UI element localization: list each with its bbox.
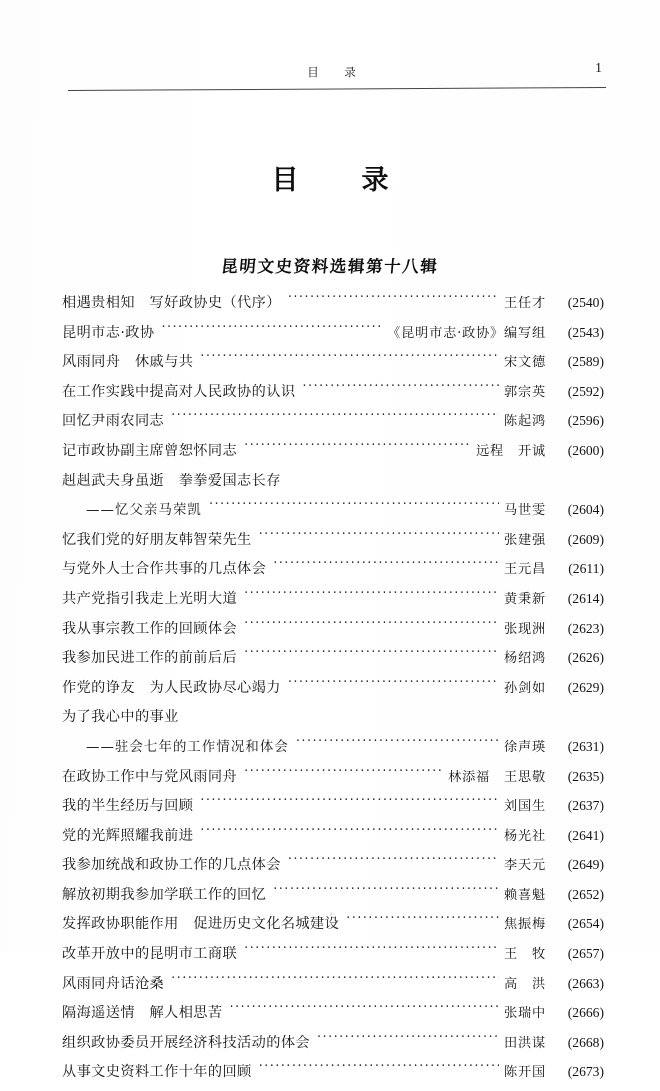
toc-leader-dots [244, 618, 499, 632]
toc-leader-dots [259, 1062, 499, 1076]
toc-leader-dots [288, 678, 499, 692]
toc-entry-page: (2611) [568, 561, 604, 577]
toc-entry[interactable] [62, 322, 604, 352]
toc-entry[interactable] [62, 529, 604, 559]
toc-entry-page: (2626) [567, 650, 604, 666]
toc-entry-title: 赳赳武夫身虽逝 拳拳爱国志长存 [62, 472, 281, 489]
toc-entry-title: 党的光辉照耀我前进 [62, 827, 194, 844]
toc-entry-page: (2663) [567, 975, 604, 991]
toc-entry-page: (2629) [567, 679, 604, 695]
toc-entry[interactable] [62, 647, 604, 677]
toc-entry-page: (2641) [567, 827, 604, 843]
toc-leader-dots [244, 766, 443, 780]
toc-entry-author: 徐声瑛 [504, 739, 546, 755]
toc-leader-dots [288, 293, 499, 307]
toc-entry-author: 张建强 [504, 532, 546, 548]
toc-entry-author: 高 洪 [504, 976, 546, 992]
toc-entry-author: 王元昌 [504, 562, 546, 578]
toc-entry-author: 李天元 [504, 858, 546, 874]
header-rule [68, 87, 606, 91]
scan-artifact [330, 912, 333, 916]
toc-entry-title: 风雨同舟话沧桑 [62, 975, 165, 992]
toc-entry-page: (2604) [567, 502, 604, 518]
toc-entry-page: (2635) [567, 768, 604, 784]
section-heading: 昆明文史资料选辑第十八辑 [220, 257, 440, 276]
toc-entry[interactable] [62, 795, 604, 825]
toc-entry-author: 张瑞中 [504, 1006, 546, 1022]
toc-entry-author: 马世雯 [504, 503, 546, 519]
toc-leader-dots [171, 411, 499, 425]
toc-entry-page: (2649) [567, 857, 604, 873]
toc-entry-author: 林添福 王思敬 [448, 769, 546, 785]
toc-entry-title: 回忆尹雨农同志 [62, 413, 165, 430]
toc-entry[interactable] [62, 1032, 604, 1062]
toc-entry[interactable] [62, 292, 604, 322]
toc-entry[interactable] [62, 913, 604, 943]
toc-leader-dots [288, 855, 499, 869]
running-head-title: 目 录 [307, 65, 363, 79]
toc-entry-author: 田洪谋 [504, 1035, 546, 1051]
toc-entry[interactable] [62, 1002, 604, 1032]
toc-entry-page: (2623) [567, 620, 604, 636]
toc-leader-dots [244, 648, 499, 662]
toc-entry[interactable] [62, 706, 604, 736]
toc-entry[interactable] [62, 854, 604, 884]
toc-leader-dots [209, 500, 499, 514]
toc-entry[interactable] [62, 736, 604, 766]
toc-entry-title: 风雨同舟 休戚与共 [62, 354, 194, 371]
toc-entry-author: 杨绍鸿 [504, 651, 546, 667]
toc-leader-dots [200, 796, 499, 810]
toc-entry-title: 解放初期我参加学联工作的回忆 [62, 886, 267, 903]
toc-entry-author: 焦振梅 [504, 917, 546, 933]
toc-entry-page: (2668) [567, 1034, 604, 1050]
toc-leader-dots [317, 1033, 499, 1047]
toc-entry-title: 隔海遥送情 解人相思苦 [62, 1005, 223, 1022]
toc-entry-title: 记市政协副主席曾恕怀同志 [62, 442, 238, 459]
toc-entry-author: 《昆明市志·政协》编写组 [387, 325, 546, 341]
toc-entry-title: 从事文史资料工作十年的回顾 [62, 1064, 252, 1081]
toc-entry-page: (2657) [567, 946, 604, 962]
toc-entry-author: 孙剑如 [504, 680, 546, 696]
toc-entry-page: (2637) [567, 798, 604, 814]
toc-entry-page: (2614) [567, 590, 604, 606]
toc-entry-page: (2609) [567, 531, 604, 547]
toc-entry-title: 与党外人士合作共事的几点体会 [62, 561, 267, 578]
toc-entry[interactable] [62, 884, 604, 914]
toc-entry-author: 郭宗英 [504, 384, 546, 400]
toc-leader-dots [244, 441, 471, 455]
toc-entry-page: (2673) [567, 1064, 604, 1080]
toc-entry[interactable] [62, 618, 604, 648]
toc-entry[interactable] [62, 677, 604, 707]
toc-entry-title: 发挥政协职能作用 促进历史文化名城建设 [62, 916, 340, 933]
toc-leader-dots [302, 382, 499, 396]
toc-entry[interactable] [62, 1061, 604, 1091]
toc-leader-dots [244, 944, 499, 958]
toc-entry-author: 王 牧 [504, 947, 546, 963]
toc-entry-title: 昆明市志·政协 [62, 324, 155, 341]
toc-entry-title: ——驻会七年的工作情况和体会 [86, 739, 289, 755]
toc-entry-title: 忆我们党的好朋友韩智荣先生 [62, 531, 252, 548]
toc-leader-dots [259, 530, 499, 544]
toc-leader-dots [244, 589, 499, 603]
toc-entry-title: 共产党指引我走上光明大道 [62, 590, 238, 607]
toc-entry[interactable] [62, 499, 604, 529]
toc-entry[interactable] [62, 588, 604, 618]
toc-leader-dots [200, 826, 499, 840]
toc-entry-page: (2631) [567, 738, 604, 754]
toc-entry-title: 我参加统战和政协工作的几点体会 [62, 857, 281, 874]
toc-entry-page: (2592) [567, 383, 604, 399]
table-of-contents [62, 292, 604, 1091]
page-number: 1 [595, 61, 602, 76]
toc-entry[interactable] [62, 440, 604, 470]
toc-entry[interactable] [62, 470, 604, 500]
toc-leader-dots [171, 973, 499, 987]
toc-entry-page: (2540) [567, 295, 604, 310]
toc-entry-page: (2543) [567, 324, 604, 340]
toc-leader-dots [273, 559, 499, 573]
toc-leader-dots [161, 322, 382, 336]
toc-entry[interactable] [62, 558, 604, 588]
toc-entry-page: (2666) [567, 1005, 604, 1021]
toc-leader-dots [273, 885, 499, 899]
toc-entry-author: 陈起鸿 [504, 414, 546, 430]
toc-entry-page: (2600) [567, 442, 604, 458]
toc-leader-dots [346, 914, 499, 928]
toc-entry[interactable] [62, 943, 604, 973]
toc-entry-author: 黄秉新 [504, 591, 546, 607]
toc-entry[interactable] [62, 973, 604, 1003]
running-head [68, 61, 602, 94]
toc-entry-page: (2654) [567, 916, 604, 932]
toc-entry-title: 为了我心中的事业 [62, 709, 179, 726]
toc-entry[interactable] [62, 410, 604, 440]
toc-entry[interactable] [62, 381, 604, 411]
toc-entry-title: 在政协工作中与党风雨同舟 [62, 768, 238, 785]
toc-entry-title: 我的半生经历与回顾 [62, 798, 194, 815]
toc-entry-page: (2652) [567, 886, 604, 902]
toc-entry-author: 赖喜魁 [504, 887, 546, 903]
toc-entry-author: 张现洲 [504, 621, 546, 637]
toc-entry-page: (2589) [567, 354, 604, 370]
toc-leader-dots [200, 352, 499, 366]
toc-entry-title: 改革开放中的昆明市工商联 [62, 946, 238, 963]
toc-entry-author: 刘国生 [504, 799, 546, 815]
toc-leader-dots [296, 737, 499, 751]
toc-entry-author: 王任才 [504, 296, 546, 311]
toc-entry[interactable] [62, 825, 604, 855]
toc-entry-title: 作党的诤友 为人民政协尽心竭力 [62, 679, 281, 696]
toc-entry-title: 在工作实践中提高对人民政协的认识 [62, 383, 296, 400]
toc-entry[interactable] [62, 351, 604, 381]
toc-entry-author: 陈开国 [504, 1065, 546, 1081]
toc-entry-author: 宋文德 [504, 355, 546, 371]
toc-entry-title: 相遇贵相知 写好政协史（代序） [62, 295, 281, 311]
toc-entry-title: 我参加民进工作的前前后后 [62, 650, 238, 667]
toc-entry-page: (2596) [567, 413, 604, 429]
toc-leader-dots [229, 1003, 499, 1017]
toc-entry-title: 我从事宗教工作的回顾体会 [62, 620, 238, 637]
toc-entry[interactable] [62, 766, 604, 796]
toc-entry-title: ——忆父亲马荣凯 [86, 503, 202, 519]
toc-entry-author: 杨光社 [504, 828, 546, 844]
toc-entry-author: 远程 开诚 [476, 443, 546, 459]
toc-entry-title: 组织政协委员开展经济科技活动的体会 [62, 1034, 310, 1051]
page-title: 目 录 [271, 165, 407, 196]
